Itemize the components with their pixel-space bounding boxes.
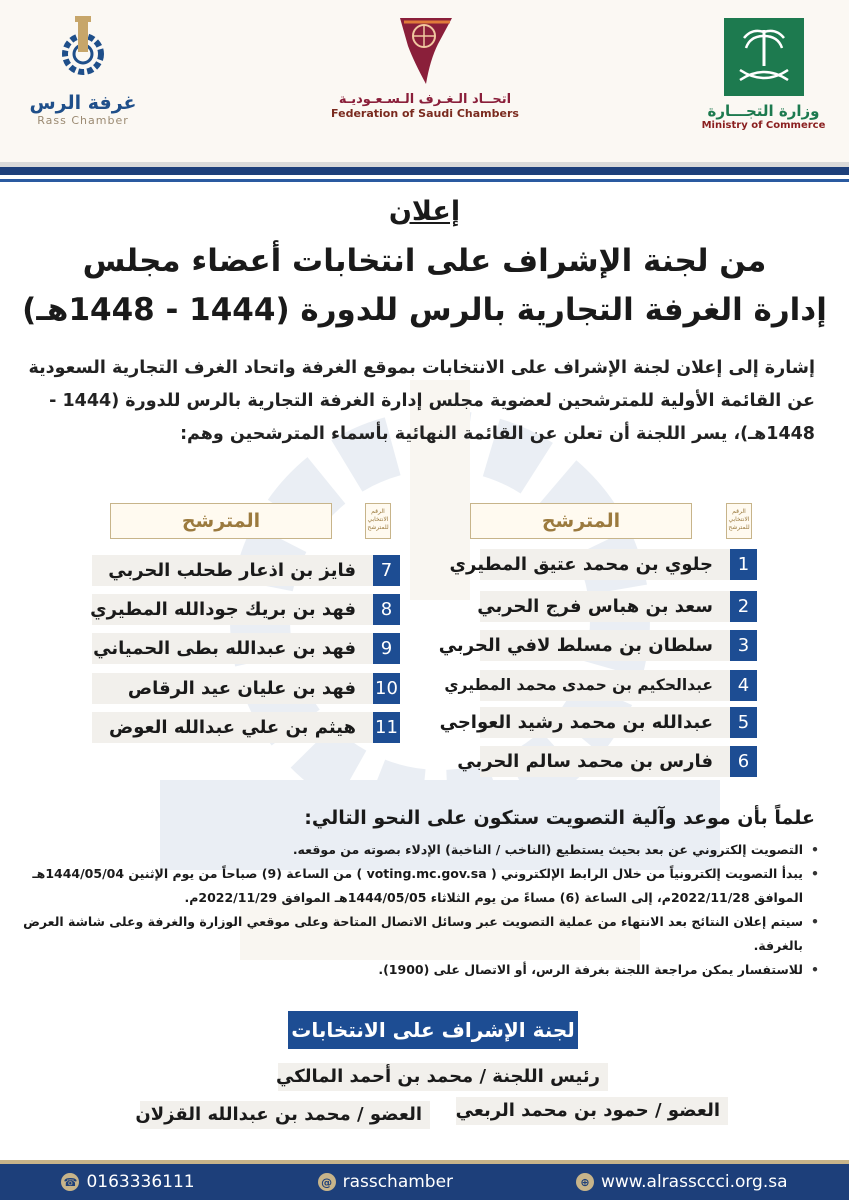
number-header-right: الرقم الانتخابي للمترشح xyxy=(726,503,752,539)
candidate-row xyxy=(92,594,400,625)
header-band-navy xyxy=(0,167,849,175)
number-header-left: الرقم الانتخابي للمترشح xyxy=(365,503,391,539)
social-handle: rasschamber xyxy=(342,1172,454,1192)
candidate-name: فارس بن محمد سالم الحربي xyxy=(457,751,713,772)
footer xyxy=(0,1164,849,1200)
title-line-2: إدارة الغرفة التجارية بالرس للدورة (1444 - 1448هـ) xyxy=(22,292,827,328)
candidate-number: 3 xyxy=(730,630,757,661)
announcement-title: إعلان xyxy=(388,196,461,227)
candidate-row xyxy=(477,591,757,622)
candidate-row xyxy=(92,555,400,586)
rass-name-en: Rass Chamber xyxy=(37,114,129,127)
palm-swords-icon xyxy=(724,18,804,96)
candidate-header-left: المترشح xyxy=(110,503,332,539)
phone-icon: ☎ xyxy=(61,1173,79,1191)
list-item: • التصويت إلكتروني عن بعد بحيث يستطيع (الناخب / الناخبة) الإدلاء بصوته من موقعه. xyxy=(21,838,821,862)
candidate-name: فايز بن اذعار طحلب الحربي xyxy=(108,560,356,581)
committee-chair: رئيس اللجنة / محمد بن أحمد المالكي xyxy=(278,1063,608,1091)
candidate-number: 7 xyxy=(373,555,400,586)
footer-website xyxy=(576,1172,788,1192)
ministry-logo xyxy=(696,18,831,131)
phone-number: 0163336111 xyxy=(86,1172,195,1192)
candidate-row xyxy=(457,746,757,777)
committee-member-1: العضو / حمود بن محمد الربعي xyxy=(456,1097,728,1125)
candidate-name: هيثم بن علي عبدالله العوض xyxy=(109,717,356,738)
footer-social xyxy=(318,1172,453,1192)
title-line-1: من لجنة الإشراف على انتخابات أعضاء مجلس xyxy=(82,243,767,279)
footer-phone xyxy=(61,1172,194,1192)
federation-emblem-icon xyxy=(390,10,460,88)
header xyxy=(0,0,849,162)
header-band-blue xyxy=(0,179,849,182)
candidate-name: فهد بن عليان عيد الرقاص xyxy=(127,678,356,699)
rass-name-ar: غرفة الرس xyxy=(29,92,137,114)
list-item: • للاستفسار يمكن مراجعة اللجنة بغرفة الرس، أو الاتصال على (1900). xyxy=(21,958,821,982)
candidate-name: جلوي بن محمد عتيق المطيري xyxy=(449,554,713,575)
candidate-row xyxy=(92,673,400,704)
candidate-name: فهد بن بريك جودالله المطيري xyxy=(90,599,356,620)
voting-notice-heading: علماً بأن موعد وآلية التصويت ستكون على النحو التالي: xyxy=(304,807,815,829)
candidate-number: 11 xyxy=(373,712,400,743)
globe-icon: ⊕ xyxy=(576,1173,594,1191)
rass-gear-icon xyxy=(48,14,118,84)
voting-notice-list xyxy=(21,838,821,982)
candidate-header-right: المترشح xyxy=(470,503,692,539)
candidate-row xyxy=(92,712,400,743)
candidate-row xyxy=(449,549,757,580)
federation-logo xyxy=(300,10,550,120)
candidate-name: عبدالله بن محمد رشيد العواجي xyxy=(439,712,713,733)
candidate-row xyxy=(92,633,400,664)
candidate-number: 4 xyxy=(730,670,757,701)
website-link[interactable]: www.alrassccci.org.sa xyxy=(600,1172,788,1192)
candidate-number: 10 xyxy=(373,673,400,704)
candidate-name: سلطان بن مسلط لافي الحربي xyxy=(438,635,713,656)
candidate-number: 2 xyxy=(730,591,757,622)
candidate-number: 6 xyxy=(730,746,757,777)
candidate-name: فهد بن عبدالله بطى الحمياني xyxy=(93,638,356,659)
federation-name-ar: اتحــاد الـغـرف الـسـعـوديـة xyxy=(338,92,512,107)
committee-title: لجنة الإشراف على الانتخابات xyxy=(288,1011,578,1049)
ministry-name-en: Ministry of Commerce xyxy=(701,120,826,131)
list-item: • يبدأ التصويت إلكترونياً من خلال الرابط الإلكتروني ( voting.mc.gov.sa ) من الساعة (9) صباحاً من يوم الإثنين 1444/05/04هـ الموافق 2022/11/28م، إلى الساعة (6) مساءً من يوم الثلاثاء 1444/05/05هـ الموافق 2022/11/29م. xyxy=(21,862,821,910)
candidate-number: 9 xyxy=(373,633,400,664)
candidate-row xyxy=(438,630,757,661)
federation-name-en: Federation of Saudi Chambers xyxy=(331,107,519,120)
candidate-row xyxy=(444,670,757,701)
list-item: • سيتم إعلان النتائج بعد الانتهاء من عملية التصويت عبر وسائل الاتصال المتاحة وعلى موقعي الوزارة والغرفة وعلى شاشة العرض بالغرفة. xyxy=(21,910,821,958)
intro-paragraph: إشارة إلى إعلان لجنة الإشراف على الانتخابات بموقع الغرفة واتحاد الغرف التجارية السعودية عن القائمة الأولية للمترشحين لعضوية مجلس إدارة الغرفة التجارية بالرس للدورة (1444 - 1448هـ)، يسر اللجنة أن تعلن عن القائمة النهائية بأسماء المترشحين وهم: xyxy=(28,358,815,444)
candidate-number: 8 xyxy=(373,594,400,625)
social-icon: @ xyxy=(318,1173,336,1191)
candidate-number: 5 xyxy=(730,707,757,738)
candidate-name: سعد بن هباس فرج الحربي xyxy=(477,596,713,617)
candidate-number: 1 xyxy=(730,549,757,580)
ministry-name-ar: وزارة التجـــارة xyxy=(707,102,820,120)
candidate-name: عبدالحكيم بن حمدى محمد المطيري xyxy=(444,676,713,694)
committee-member-2: العضو / محمد بن عبدالله القزلان xyxy=(140,1101,430,1129)
candidate-row xyxy=(439,707,757,738)
rass-chamber-logo xyxy=(18,14,148,127)
